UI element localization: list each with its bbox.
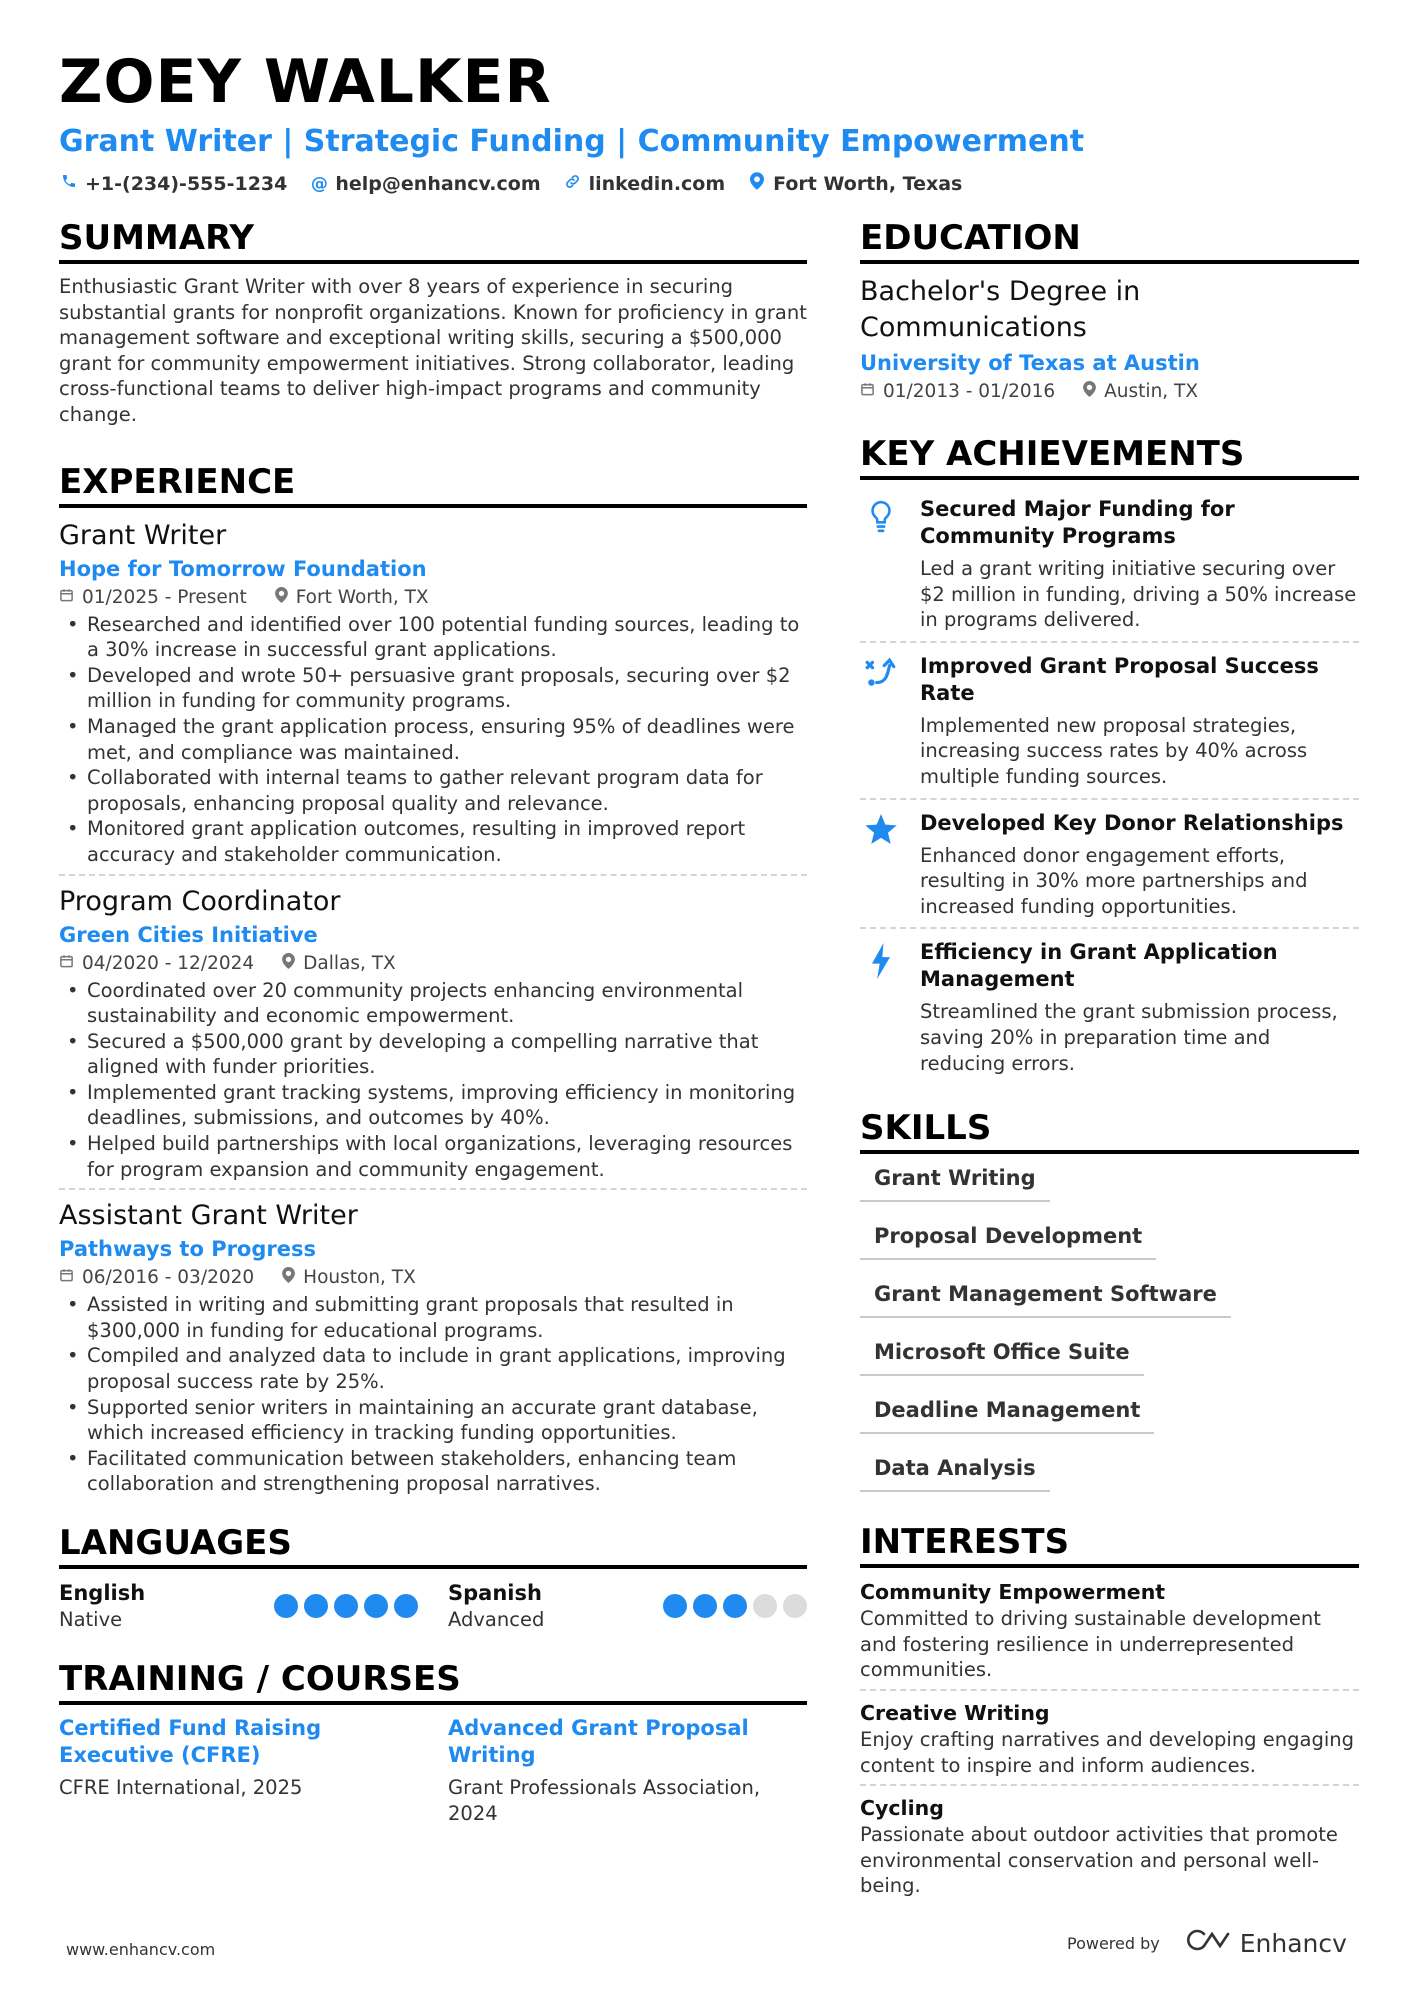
- skill-tag: Proposal Development: [860, 1222, 1156, 1260]
- achievement-title: Efficiency in Grant Application Management: [920, 940, 1278, 992]
- bullet: • Compiled and analyzed data to include in grant applications, improving proposal success rate by 25%.: [59, 1343, 807, 1394]
- phone-icon: [59, 173, 79, 194]
- language-rating: [663, 1594, 807, 1618]
- language-item: [448, 1579, 807, 1633]
- course-org: CFRE International, 2025: [59, 1776, 303, 1799]
- rating-dot-filled: [364, 1594, 388, 1618]
- interest-desc: Committed to driving sustainable development and fostering resilience in underrepresented communities.: [860, 1607, 1321, 1682]
- divider: [860, 798, 1359, 800]
- skill-tag: Deadline Management: [860, 1396, 1154, 1434]
- experience-entry: [59, 518, 807, 868]
- course-title[interactable]: Advanced Grant Proposal Writing: [448, 1716, 749, 1767]
- bullet: • Implemented grant tracking systems, improving efficiency in monitoring deadlines, submissions, and outcomes by 40%.: [59, 1080, 807, 1131]
- skill-tag: Grant Management Software: [860, 1280, 1231, 1318]
- course-item: [59, 1715, 418, 1827]
- language-item: [59, 1579, 418, 1633]
- bullet: • Monitored grant application outcomes, resulting in improved report accuracy and stakeholder communication.: [59, 816, 807, 867]
- headline: Grant Writer | Strategic Funding | Community Empowerment: [59, 124, 1085, 159]
- courses-list: [59, 1715, 807, 1827]
- interest-item: [860, 1699, 1359, 1778]
- language-level: Advanced: [448, 1608, 545, 1631]
- bullet: • Helped build partnerships with local organizations, leveraging resources for program expansion and community engagement.: [59, 1131, 807, 1182]
- bullet: • Developed and wrote 50+ persuasive grant proposals, securing over $2 million in funding for community programs.: [59, 663, 807, 714]
- linkedin-text: linkedin.com: [588, 172, 726, 195]
- interests-heading: INTERESTS: [860, 1522, 1359, 1568]
- rating-dot-filled: [663, 1594, 687, 1618]
- languages-heading: LANGUAGES: [59, 1523, 807, 1569]
- bullet: • Collaborated with internal teams to gather relevant program data for proposals, enhancing proposal quality and relevance.: [59, 765, 807, 816]
- right-column: [860, 218, 1359, 1899]
- left-column: [59, 218, 807, 1827]
- resume-header: [59, 46, 1359, 195]
- interest-desc: Enjoy crafting narratives and developing engaging content to inspire and inform audiences.: [860, 1727, 1354, 1777]
- calendar-icon: [59, 584, 74, 612]
- experience-heading: EXPERIENCE: [59, 462, 807, 508]
- divider: [860, 1689, 1359, 1691]
- rating-dot-filled: [693, 1594, 717, 1618]
- role-title: Assistant Grant Writer: [59, 1200, 358, 1232]
- contact-linkedin[interactable]: [563, 172, 726, 195]
- star-icon: [860, 810, 902, 920]
- interest-item: [860, 1578, 1359, 1683]
- contact-location: [747, 172, 962, 195]
- contact-bar: [59, 172, 1359, 195]
- skill-tag: Microsoft Office Suite: [860, 1338, 1144, 1376]
- bullet: • Assisted in writing and submitting grant proposals that resulted in $300,000 in funding for educational programs.: [59, 1292, 807, 1343]
- calendar-icon: [59, 1264, 74, 1292]
- role-location: Houston, TX: [303, 1267, 416, 1289]
- summary-text: Enthusiastic Grant Writer with over 8 years of experience in securing substantial grants for nonprofit organizations. Known for proficiency in grant management software and exceptional writing skills, securing a $500,000 grant for community empowerment initiatives. Strong collaborator, leading cross-functional teams to deliver high-impact programs and community change.: [59, 275, 807, 426]
- course-title[interactable]: Certified Fund Raising Executive (CFRE): [59, 1716, 322, 1767]
- phone-text: +1-(234)-555-1234: [85, 172, 288, 195]
- location-icon: [282, 1264, 295, 1292]
- role-bullets: [59, 978, 807, 1183]
- divider: [860, 927, 1359, 929]
- bullet: • Secured a $500,000 grant by developing a compelling narrative that aligned with funder priorities.: [59, 1029, 807, 1080]
- rating-dot-empty: [753, 1594, 777, 1618]
- rating-dot-filled: [334, 1594, 358, 1618]
- role-dates: 01/2025 - Present: [82, 586, 247, 608]
- rating-dot-empty: [783, 1594, 807, 1618]
- skill-tag: Grant Writing: [860, 1164, 1050, 1202]
- education-location: Austin, TX: [1104, 381, 1199, 402]
- location-text: Fort Worth, Texas: [773, 172, 963, 195]
- summary-heading: SUMMARY: [59, 218, 807, 264]
- powered-by-label: Powered by: [1067, 1933, 1160, 1953]
- rating-dot-filled: [394, 1594, 418, 1618]
- achievement-title: Improved Grant Proposal Success Rate: [920, 653, 1319, 705]
- divider: [59, 1188, 807, 1190]
- skills-heading: SKILLS: [860, 1108, 1359, 1154]
- calendar-icon: [860, 378, 875, 406]
- role-meta: [59, 950, 807, 978]
- achievement-desc: Enhanced donor engagement efforts, resulting in 30% more partnerships and increased funding opportunities.: [920, 843, 1308, 918]
- footer-branding: [1067, 1928, 1347, 1958]
- bullet: • Coordinated over 20 community projects enhancing environmental sustainability and economic empowerment.: [59, 978, 807, 1029]
- role-title: Program Coordinator: [59, 885, 341, 917]
- education-degree: Bachelor's Degree in Communications: [860, 276, 1141, 343]
- role-company[interactable]: Hope for Tomorrow Foundation: [59, 556, 427, 581]
- bullet: • Supported senior writers in maintaining an accurate grant database, which increased efficiency in tracking funding opportunities.: [59, 1395, 807, 1446]
- achievement-item: [860, 804, 1359, 928]
- role-bullets: [59, 1292, 807, 1497]
- enhancv-logo-icon: [1186, 1928, 1232, 1958]
- achievement-item: [860, 933, 1359, 1084]
- role-dates: 06/2016 - 03/2020: [82, 1267, 255, 1289]
- role-location: Dallas, TX: [303, 952, 396, 974]
- lightning-icon: [860, 939, 902, 1076]
- footer-website[interactable]: www.enhancv.com: [66, 1940, 216, 1959]
- achievement-title: Secured Major Funding for Community Programs: [920, 497, 1235, 548]
- role-location: Fort Worth, TX: [295, 586, 429, 608]
- education-dates: 01/2013 - 01/2016: [883, 381, 1056, 402]
- achievement-item: [860, 647, 1359, 798]
- rating-dot-filled: [304, 1594, 328, 1618]
- languages-list: [59, 1579, 807, 1633]
- role-meta: [59, 584, 807, 612]
- at-icon: @: [310, 173, 328, 194]
- education-heading: EDUCATION: [860, 218, 1359, 264]
- course-item: [448, 1715, 807, 1827]
- language-rating: [274, 1594, 418, 1618]
- experience-entry: [59, 1198, 807, 1497]
- strategy-icon: [860, 653, 902, 790]
- language-name: Spanish: [448, 1581, 542, 1605]
- location-icon: [275, 584, 288, 612]
- location-icon: [747, 172, 767, 195]
- divider: [860, 641, 1359, 643]
- role-title: Grant Writer: [59, 519, 227, 551]
- achievements-heading: KEY ACHIEVEMENTS: [860, 434, 1359, 480]
- education-school[interactable]: University of Texas at Austin: [860, 351, 1200, 375]
- course-org: Grant Professionals Association, 2024: [448, 1776, 761, 1825]
- email-text: help@enhancv.com: [335, 172, 541, 195]
- role-meta: [59, 1264, 807, 1292]
- role-company[interactable]: Green Cities Initiative: [59, 922, 318, 947]
- language-name: English: [59, 1581, 146, 1605]
- bullet: • Facilitated communication between stakeholders, enhancing team collaboration and strengthening proposal narratives.: [59, 1446, 807, 1497]
- interest-title: Cycling: [860, 1796, 944, 1821]
- link-icon: [563, 173, 583, 195]
- brand-name: Enhancv: [1239, 1928, 1347, 1958]
- brand-logo[interactable]: [1186, 1928, 1347, 1958]
- location-icon: [282, 950, 295, 978]
- skill-tag: Data Analysis: [860, 1454, 1050, 1492]
- divider: [59, 874, 807, 876]
- achievement-desc: Led a grant writing initiative securing over $2 million in funding, driving a 50% increase in programs delivered.: [920, 557, 1357, 632]
- candidate-name: ZOEY WALKER: [59, 47, 552, 117]
- role-dates: 04/2020 - 12/2024: [82, 952, 255, 974]
- lightbulb-icon: [860, 496, 902, 633]
- achievement-desc: Streamlined the grant submission process, saving 20% in preparation time and reducing errors.: [920, 1000, 1338, 1075]
- location-icon: [1083, 378, 1096, 406]
- role-bullets: [59, 612, 807, 868]
- role-company[interactable]: Pathways to Progress: [59, 1237, 316, 1262]
- rating-dot-filled: [274, 1594, 298, 1618]
- bullet: • Researched and identified over 100 potential funding sources, leading to a 30% increase in successful grant applications.: [59, 612, 807, 663]
- interest-desc: Passionate about outdoor activities that promote environmental conservation and personal well-being.: [860, 1823, 1338, 1898]
- divider: [860, 1784, 1359, 1786]
- achievement-title: Developed Key Donor Relationships: [920, 810, 1344, 835]
- contact-phone[interactable]: [59, 172, 287, 195]
- interest-title: Creative Writing: [860, 1700, 1050, 1725]
- skills-list: [860, 1164, 1359, 1492]
- bullet: • Managed the grant application process, ensuring 95% of deadlines were met, and compliance was maintained.: [59, 714, 807, 765]
- experience-entry: [59, 884, 807, 1183]
- interest-item: [860, 1794, 1359, 1899]
- language-level: Native: [59, 1608, 123, 1631]
- education-meta: [860, 378, 1359, 406]
- achievement-desc: Implemented new proposal strategies, increasing success rates by 40% across multiple funding sources.: [920, 713, 1308, 788]
- calendar-icon: [59, 950, 74, 978]
- achievement-item: [860, 490, 1359, 641]
- contact-email[interactable]: [309, 172, 540, 195]
- interest-title: Community Empowerment: [860, 1580, 1166, 1605]
- rating-dot-filled: [723, 1594, 747, 1618]
- training-heading: TRAINING / COURSES: [59, 1659, 807, 1705]
